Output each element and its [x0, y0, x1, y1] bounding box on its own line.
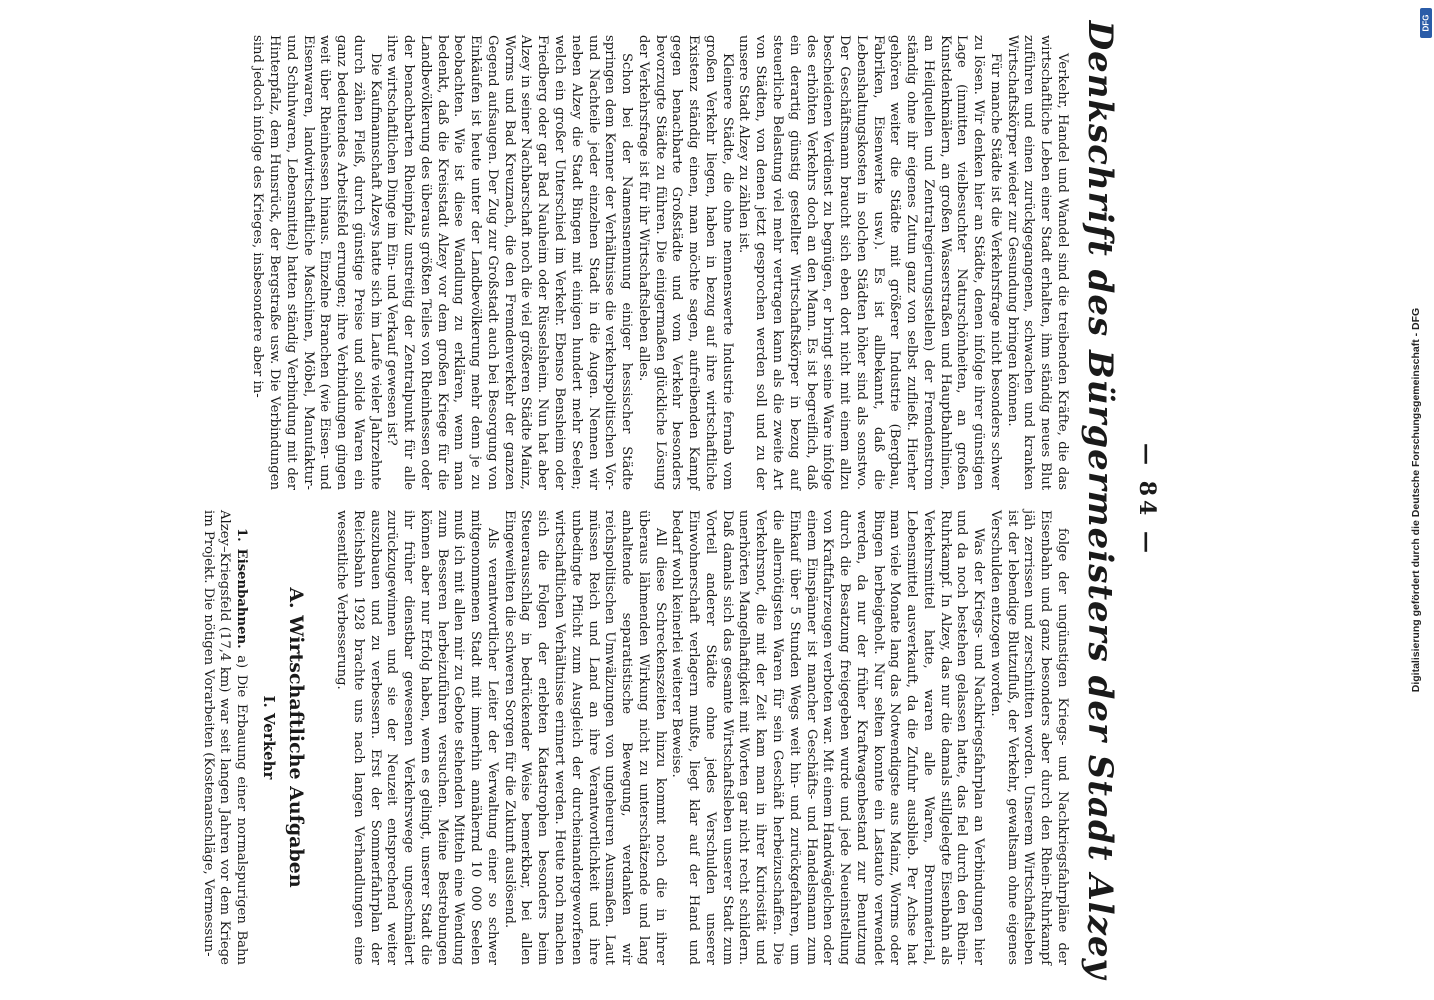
paragraph: Schon bei der Namensnennung einiger hessischer Städte springen dem Kenner der Verhältnisse die verkehrspolitischen Vor- und Nachteile jeder einzelnen Stadt in die Augen. Nennen wir neben Alzey die Stadt Bingen mit einigen hundert mehr Seelen; welch ein großer Unterschied im Verkehr. Ebenso Bensheim oder Friedberg oder gar Bad Nauheim oder Rüsselsheim. Nun hat aber Alzey in seiner Nachbarschaft noch die viel größeren Städte Mainz, Worms und Bad Kreuznach, die den Fremdenverkehr der ganzen Gegend aufsaugen. Der Zug zur Großstadt auch bei Besorgung von Einkäufen ist heute unter der Landbevölkerung mehr denn je zu beobachten. Wie ist diese Wandlung zu erklären, wenn man bedenkt, daß die Kreisstadt Alzey vor dem großen Kriege für die Landbevölkerung des überaus größten Teiles von Rheinhessen oder der benachbarten Rheinpfalz unstreitig der Zentralpunkt für alle ihre wirtschaftlichen Dinge im Ein- und Verkauf gewesen ist?: [384, 35, 635, 490]
paragraph: Was der Kriegs- und Nachkriegsfahrplan an Verbindungen hier und da noch bestehen gelassen hatte, das fiel durch den Rhein-Ruhrkampf. In Alzey, das nur die damals stillgelegte Eisenbahn als Verkehrsmittel hatte, waren alle Waren, Brennmaterial, Lebensmittel ausverkauft, da die Zufuhr ausblieb. Per Achse hat man viele Monate lang das Notwendigste aus Mainz, Worms oder Bingen herbeigeholt. Nur selten konnte ein Lastauto verwendet werden, da nur der früher Kraftwagenbestand zur Benutzung durch die Besatzung freigegeben wurde und jede Neueinstellung von Kraftfahrzeugen verboten war. Mit einem Handwägelchen oder einem Einspänner ist mancher Geschäfts- und Handelsmann zum Einkauf über 5 Stunden Wegs weit hin- und zurückgefahren, um die allernötigsten Waren für sein Geschäft herbeizuschaffen. Die Verkehrsnot, die mit der Zeit kam man in ihrer Kuriosität und unerhörten Mangelhaftigkeit mit Worten gar nicht recht schildern. Daß damals sich das gesamte Wirtschaftsleben unserer Stadt zum Vorteil anderer Städte ohne jedes Verschulden unserer Einwohnerschaft verlagern mußte, liegt klar auf der Hand und bedarf wohl keinerlei weiterer Beweise.: [669, 510, 987, 965]
digitization-note-text: Digitalisierung gefördert durch die Deutsche Forschungsgemeinschaft - DFG: [1410, 307, 1422, 693]
paragraph: folge der ungünstigen Kriegs- und Nachkriegsfahrpläne der Eisenbahn und ganz besonders aber durch den Rhein-Ruhrkampf jäh zerrissen und zerschnitten worden. Unserem Wirtschaftsleben ist der lebendige Blutzufluß, der Verkehr, gewaltsam ohne eigenes Verschulden entzogen worden.: [987, 510, 1070, 965]
dfg-logo: [1420, 8, 1432, 38]
paragraph-text: a) Die Erbauung einer normalspurigen Bahn Alzey–Kriegsfeld (17,4 km) war seit langen Jahren vor dem Kriege im Projekt. Die nötigen Vorarbeiten (Kostenanschläge, Vermessun-: [200, 510, 250, 965]
document-page: [140, 0, 1260, 1000]
paragraph-lead: 1. Eisenbahnen.: [234, 528, 250, 649]
left-column: [248, 35, 1070, 490]
dfg-logo-text: DFG: [1421, 14, 1431, 32]
right-column: [199, 510, 1070, 965]
page-number: — 84 —: [1134, 443, 1160, 557]
paragraph: Für manche Städte ist die Verkehrsfrage nicht besonders schwer zu lösen. Wir denken hier an Städte, denen infolge ihrer günstigen Lage (inmitten vielbesuchter Naturschönheiten, an großen Kunstdenkmälern, an großen Wasserstraßen und Hauptbahnlinien, an Heilquellen und Zentralregierungsstellen) der Fremdenstrom ständig ohne ihr eigenes Zutun ganz von selbst zufließt. Hierher gehören weiter die Städte mit größerer Industrie (Bergbau, Fabriken, Eisenwerke usw.). Es ist allbekannt, daß die Lebenshaltungskosten in solchen Städten höher sind als sonstwo. Der Geschäftsmann braucht sich eben dort nicht mit einem allzu bescheidenen Verdienst zu begnügen, er bringt seine Ware infolge des erhöhten Verkehrs doch an den Mann. Es ist begreiflich, daß ein derartig günstig gestellter Wirtschaftskörper in bezug auf steuerliche Belastung viel mehr vertragen kann als die zweite Art von Städten, von denen jetzt gesprochen werden soll und zu der unsere Stadt Alzey zu zählen ist.: [736, 35, 1003, 490]
subsection-heading: I. Verkehr: [260, 695, 279, 780]
digitization-note: [1398, 0, 1434, 1000]
paragraph: Als verantwortlicher Leiter der Verwaltung einer so schwer mitgenommenen Stadt mit immerhin annähernd 10 000 Seelen muß ich mit allen mir zu Gebote stehenden Mitteln eine Wendung zum Besseren herbeizuführen versuchen. Meine Bestrebungen können aber nur Erfolg haben, wenn es gelingt, unserer Stadt die ihr früher dienstbar gewesenen Verkehrswege ungeschmälert zurückzugewinnen und sie der Neuzeit entsprechend weiter auszubauen und zu verbessern. Erst der Sommerfahrplan der Reichsbahn 1928 brachte uns nach langen Verhandlungen eine wesentliche Verbesserung.: [334, 510, 500, 965]
paragraph-eisenbahnen: [199, 510, 249, 965]
paragraph: Verkehr, Handel und Wandel sind die treibenden Kräfte, die das wirtschaftliche Leben einer Stadt erhalten, ihm ständig neues Blut zuführen und einen zurückgegangenen, schwachen und kranken Wirtschaftskörper wieder zur Gesundung bringen können.: [1004, 35, 1070, 490]
document-title: Denkschrift des Bürgermeisters der Stadt Alzey: [1080, 20, 1120, 980]
paragraph: Kleinere Städte, die ohne nennenswerte Industrie fernab vom großen Verkehr liegen, haben in bezug auf ihre wirtschaftliche Existenz ständig einen, man möchte sagen, aufreibenden Kampf gegen benachbarte Großstädte und vom Verkehr besonders bevorzugte Städte zu führen. Die einigermaßen glückliche Lösung der Verkehrsfrage ist für ihr Wirtschaftsleben alles.: [635, 35, 735, 490]
paragraph: Die Kaufmannschaft Alzeys hatte sich im Laufe vieler Jahrzehnte durch zähen Fleiß, durch günstige Preise und solide Waren ein ganz bedeutendes Arbeitsfeld errungen; ihre Verbindungen gingen weit über Rheinhessen hinaus. Einzelne Branchen (wie Eisen- und Eisenwaren, landwirtschaftliche Maschinen, Möbel, Manufaktur- und Schuhwaren, Lebensmittel) hatten ständig Verbindung mit der Hinterpfalz, dem Hunsrück, der Bergstraße usw. Die Verbindungen sind jedoch infolge des Krieges, insbesondere aber in-: [250, 35, 383, 490]
paragraph: All diese Schreckenszeiten hinzu kommt noch die in ihrer überaus lähmenden Wirkung nicht zu unterschätzende und lang anhaltende separatistische Bewegung, verdanken wir reichspolitischen Umwälzungen von ungeheuren Ausmaßen. Laut müssen Reich und Land an ihre Verantwortlichkeit und ihre unbedingte Pflicht zum Ausgleich der durcheinandergeworfenen wirtschaftlichen Verhältnisse erinnert werden. Heute noch machen sich die Folgen der erlebten Katastrophen besonders beim Steuerausschlag in bedrückender Weise bemerkbar, bei allen Eingeweihten die schweren Sorgen für die Zukunft auslösend.: [501, 510, 668, 965]
section-heading: A. Wirtschaftliche Aufgaben: [285, 587, 308, 888]
